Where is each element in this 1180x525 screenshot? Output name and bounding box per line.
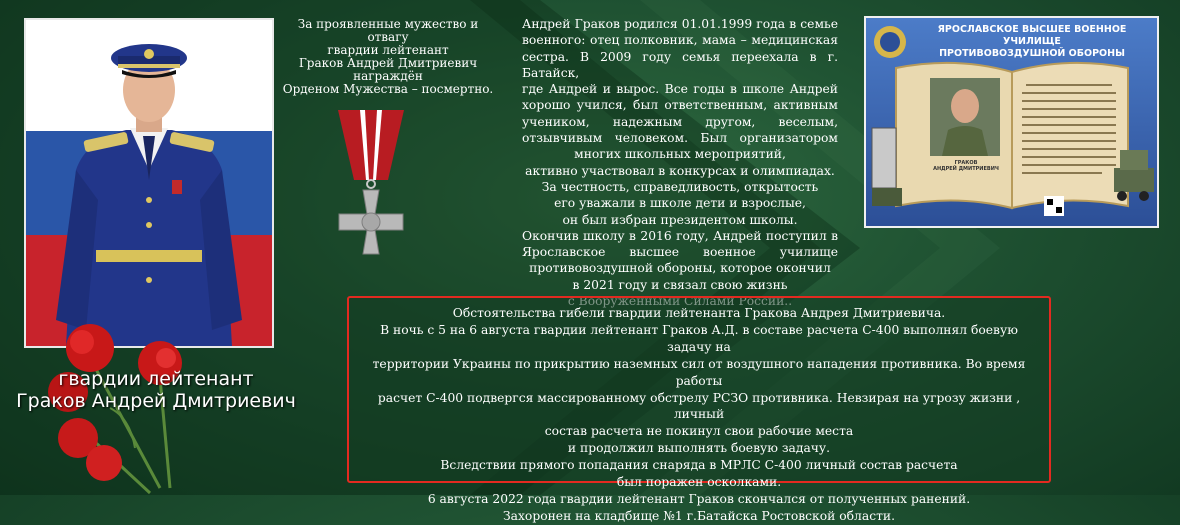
photo-caption-surname: ГРАКОВ [954,160,978,166]
portrait-caption [8,368,304,412]
biography-line: противовоздушной обороны, которое окончил [529,261,831,276]
story-line: Вследствии прямого попадания снаряда в МРЛС С-400 личный состав расчета [440,458,958,473]
school-card-image [864,16,1159,228]
award-line: Граков Андрей Дмитриевич [298,56,478,70]
story-line: и продолжил выполнять боевую задачу. [567,441,831,456]
biography-line: хорошо учился, был ответственным, активным [522,98,838,113]
biography-line: военного: отец полковник, мама – медицинская [522,33,838,48]
story-line: расчет С-400 подвергся массированному обстрелу РСЗО противника. Невзирая на угрозу жизни , личный [377,390,1021,422]
award-line: гвардии лейтенант [327,43,449,57]
biography-line: отзывчивым человеком. Был организатором [522,131,838,146]
caption-name: Граков Андрей Дмитриевич [16,390,296,412]
biography-line: он был избран президентом школы. [562,212,798,227]
school-photo-caption [924,160,1008,172]
photo-caption-name: АНДРЕЙ ДМИТРИЕВИЧ [933,166,999,172]
story-line: был поражен осколками. [616,475,782,490]
circumstances-of-death-box [347,296,1051,523]
order-of-courage-medal [326,110,416,270]
school-title-line: ЯРОСЛАВСКОЕ ВЫСШЕЕ ВОЕННОЕ УЧИЛИЩЕ [937,24,1127,47]
award-line: Орденом Мужества – посмертно. [282,82,494,96]
story-line: Захоронен на кладбище №1 г.Батайска Ростовской области. [503,508,895,523]
school-title [912,24,1152,60]
story-heading: Обстоятельства гибели гвардии лейтенанта Гракова Андрея Дмитриевича. [452,306,946,320]
award-line: награждён [353,69,423,83]
story-line: 6 августа 2022 года гвардии лейтенант Граков скончался от полученных ранений. [427,491,971,506]
story-line: территории Украины по прикрытию наземных сил от воздушного нападения противника. Во время работы [372,356,1026,388]
biography-line: активно участвовал в конкурсах и олимпиадах. [525,163,835,178]
biography-text [522,16,838,309]
biography-line: За честность, справедливость, открытость [541,179,819,194]
biography-line: сестра. В 2009 году семья переехала в г. Батайск, [522,49,838,80]
biography-line: учеником, надежным другом, веселым, [522,114,838,129]
biography-line: где Андрей и вырос. Все годы в школе Андрей [522,82,838,97]
award-text [278,18,498,96]
award-line: За проявленные мужество и отвагу [297,17,479,44]
story-line: В ночь с 5 на 6 августа гвардии лейтенант Граков А.Д. в составе расчета С-400 выполнял боевую задачу на [380,322,1018,354]
school-title-line: ПРОТИВОВОЗДУШНОЙ ОБОРОНЫ [939,48,1125,59]
biography-line: в 2021 году и связал свою жизнь [572,277,788,292]
caption-rank: гвардии лейтенант [58,368,254,390]
officer-portrait [24,18,274,348]
biography-line: Андрей Граков родился 01.01.1999 года в семье [522,17,838,31]
story-line: состав расчета не покинул свои рабочие места [544,424,854,439]
biography-line: Окончив школу в 2016 году, Андрей поступил в [522,228,838,243]
biography-line: его уважали в школе дети и взрослые, [554,196,806,211]
biography-line: Ярославское высшее военное училище [522,245,838,260]
biography-line: многих школьных мероприятий, [574,147,786,162]
